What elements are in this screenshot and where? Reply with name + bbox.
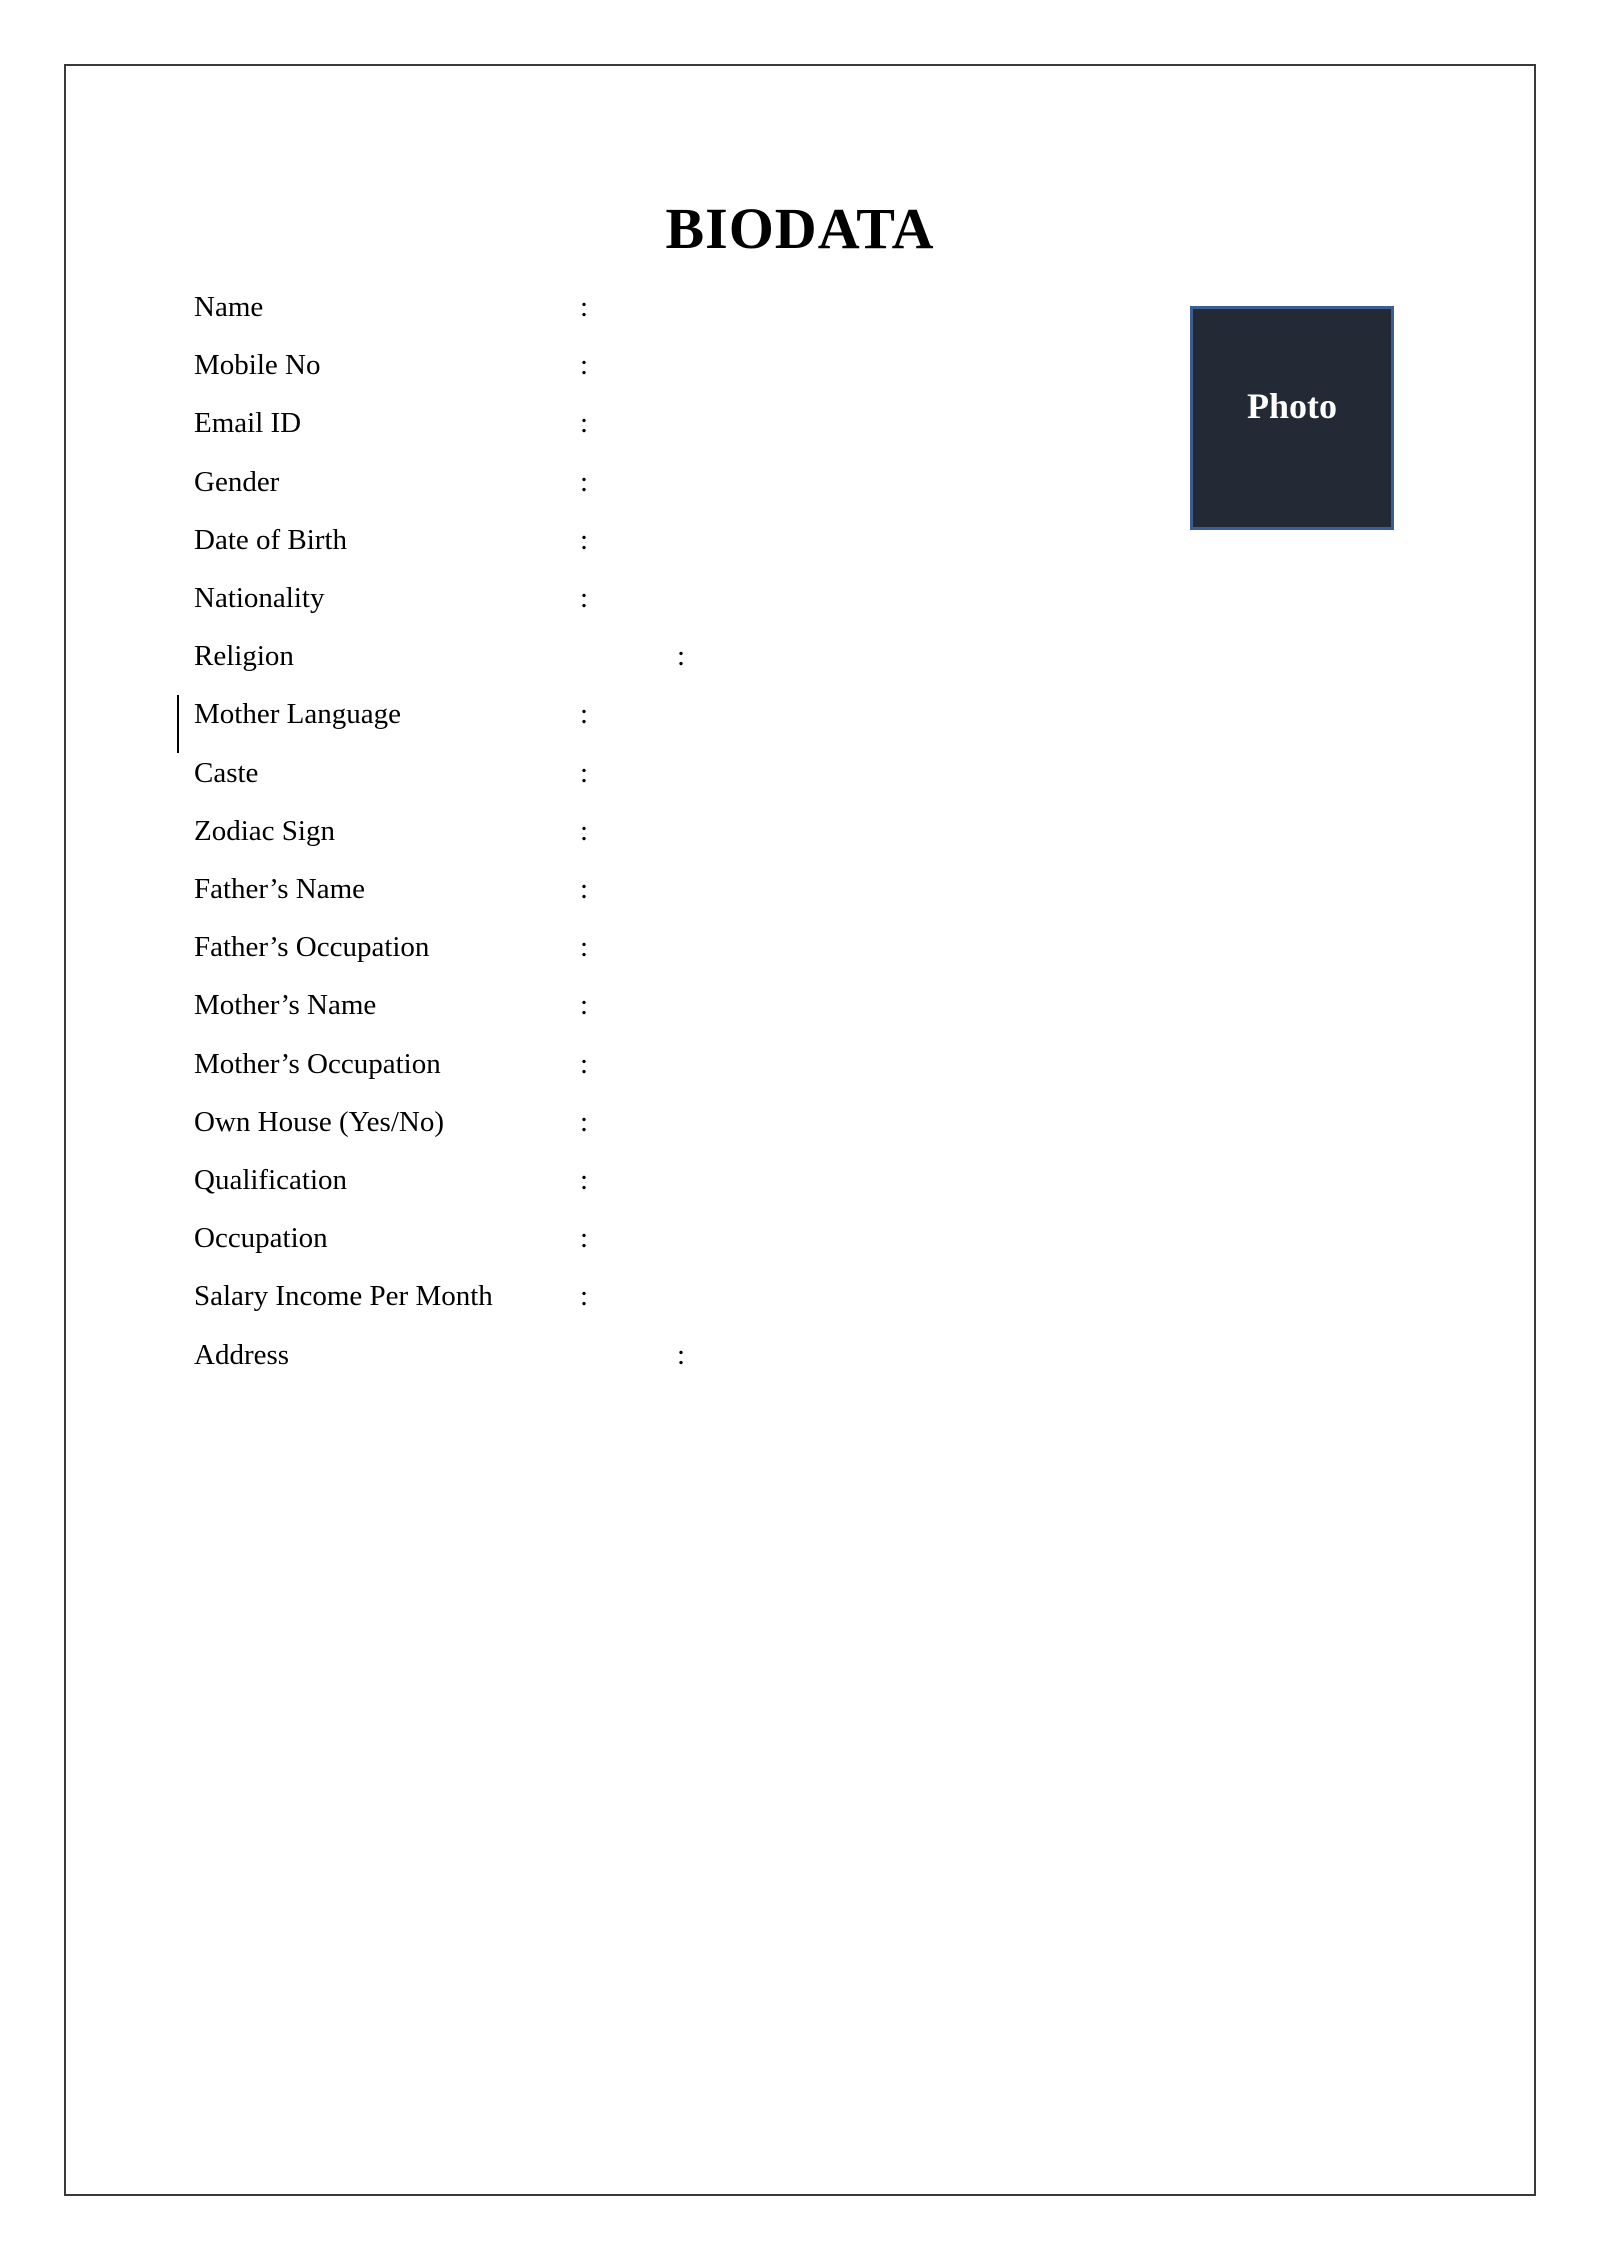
field-row-mothers-name — [0, 976, 1000, 1034]
field-row-date-of-birth — [0, 511, 1000, 569]
field-row-gender — [0, 453, 1000, 511]
field-colon: : — [580, 989, 589, 1021]
field-label: Address — [194, 1339, 290, 1371]
field-label: Email ID — [194, 407, 302, 439]
field-label: Mother’s Name — [194, 989, 377, 1021]
field-colon: : — [580, 1222, 589, 1254]
field-label: Nationality — [194, 582, 325, 614]
field-colon: : — [580, 1048, 589, 1080]
field-colon: : — [580, 291, 589, 323]
photo-label: Photo — [1247, 386, 1337, 426]
field-label: Father’s Occupation — [194, 931, 430, 963]
field-row-nationality — [0, 569, 1000, 627]
field-label: Date of Birth — [194, 524, 348, 556]
field-colon: : — [580, 757, 589, 789]
field-colon: : — [580, 931, 589, 963]
text-cursor — [177, 695, 179, 753]
field-row-caste — [0, 744, 1000, 802]
field-colon: : — [677, 640, 686, 672]
field-label: Religion — [194, 640, 294, 672]
field-label: Mother Language — [194, 698, 401, 730]
field-row-occupation — [0, 1209, 1000, 1267]
field-row-mother-language — [0, 685, 1000, 743]
field-row-salary — [0, 1267, 1000, 1325]
field-label: Father’s Name — [194, 873, 365, 905]
field-label: Occupation — [194, 1222, 328, 1254]
field-row-email — [0, 394, 1000, 452]
field-row-address — [0, 1326, 1000, 1384]
field-row-qualification — [0, 1151, 1000, 1209]
field-label: Own House (Yes/No) — [194, 1106, 444, 1138]
field-label: Mother’s Occupation — [194, 1048, 441, 1080]
field-label: Salary Income Per Month — [194, 1280, 493, 1312]
field-row-zodiac-sign — [0, 802, 1000, 860]
field-colon: : — [580, 1164, 589, 1196]
field-row-fathers-occupation — [0, 918, 1000, 976]
field-colon: : — [677, 1339, 686, 1371]
field-row-fathers-name — [0, 860, 1000, 918]
field-label: Mobile No — [194, 349, 321, 381]
field-colon: : — [580, 1280, 589, 1312]
field-colon: : — [580, 698, 589, 730]
field-colon: : — [580, 524, 589, 556]
photo-placeholder[interactable] — [1190, 306, 1394, 530]
field-row-religion — [0, 627, 1000, 685]
field-colon: : — [580, 582, 589, 614]
field-label: Name — [194, 291, 264, 323]
field-label: Caste — [194, 757, 259, 789]
field-colon: : — [580, 466, 589, 498]
field-row-mothers-occupation — [0, 1035, 1000, 1093]
field-colon: : — [580, 815, 589, 847]
field-row-mobile — [0, 336, 1000, 394]
field-label: Zodiac Sign — [194, 815, 335, 847]
field-label: Gender — [194, 466, 280, 498]
field-row-own-house — [0, 1093, 1000, 1151]
field-colon: : — [580, 349, 589, 381]
document-title: BIODATA — [665, 196, 935, 261]
field-row-name — [0, 278, 1000, 336]
field-label: Qualification — [194, 1164, 348, 1196]
field-colon: : — [580, 407, 589, 439]
field-colon: : — [580, 1106, 589, 1138]
field-colon: : — [580, 873, 589, 905]
